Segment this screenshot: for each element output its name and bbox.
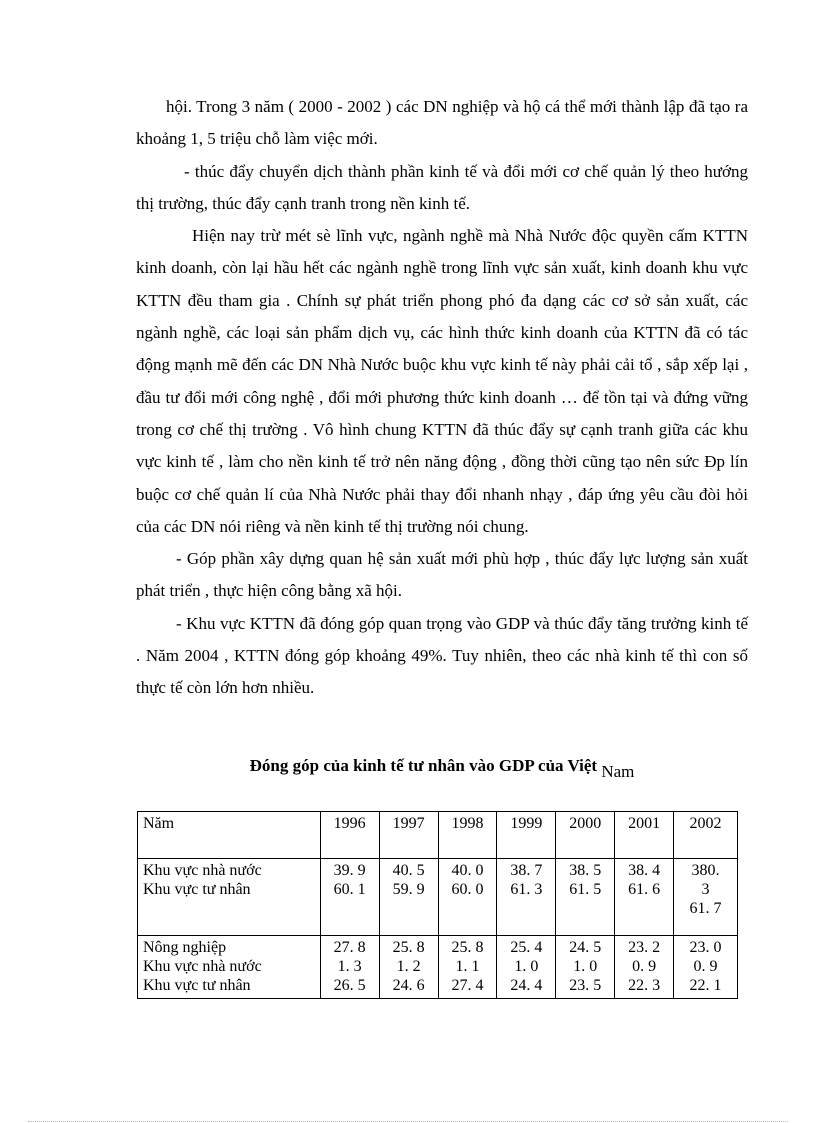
value-cell	[438, 936, 497, 999]
value: 25. 8	[451, 939, 484, 956]
row-label: Khu vực nhà nước	[143, 958, 262, 975]
table-title-text: Đóng góp của kinh tế tư nhân vào GDP của Việt	[249, 756, 598, 775]
row-label: Khu vực nhà nước	[143, 862, 262, 879]
value: 24. 4	[510, 977, 543, 994]
page-bottom-divider	[28, 1121, 788, 1122]
value-cell	[615, 936, 674, 999]
row-labels	[138, 859, 321, 936]
value-cell	[379, 936, 438, 999]
value: 1. 0	[514, 958, 539, 975]
value: 25. 4	[510, 939, 543, 956]
value: 1. 3	[337, 958, 362, 975]
value: 27. 8	[333, 939, 366, 956]
value: 3	[701, 881, 710, 898]
value: 23. 0	[689, 939, 722, 956]
table-title	[136, 756, 748, 781]
value: 61. 3	[510, 881, 543, 898]
value: 22. 1	[689, 977, 722, 994]
paragraph-2: - thúc đẩy chuyển dịch thành phần kinh tế và đổi mới cơ chế quản lý theo hướng thị trường, thúc đẩy cạnh tranh trong nền kinh tế.	[136, 161, 748, 213]
year-cell: 2001	[615, 812, 674, 859]
value: 60. 0	[451, 881, 484, 898]
year-cell: 2000	[556, 812, 615, 859]
value: 1. 2	[396, 958, 421, 975]
value: 61. 7	[689, 900, 722, 917]
table-title-last-word: Nam	[601, 762, 635, 781]
value: 60. 1	[333, 881, 366, 898]
year-cell: 2002	[674, 812, 738, 859]
value-cell	[615, 859, 674, 936]
header-label: Năm	[138, 812, 321, 859]
value: 59. 9	[392, 881, 425, 898]
body-text	[136, 91, 748, 705]
year-cell: 1997	[379, 812, 438, 859]
value: 25. 8	[392, 939, 425, 956]
value-cell	[674, 859, 738, 936]
value: 24. 6	[392, 977, 425, 994]
value-cell	[556, 936, 615, 999]
value-cell	[320, 936, 379, 999]
value: 38. 4	[628, 862, 661, 879]
value: 40. 5	[392, 862, 425, 879]
year-cell: 1996	[320, 812, 379, 859]
value: 22. 3	[628, 977, 661, 994]
value: 380.	[691, 862, 720, 879]
year-cell: 1999	[497, 812, 556, 859]
value: 26. 5	[333, 977, 366, 994]
value: 61. 6	[628, 881, 661, 898]
row-labels	[138, 936, 321, 999]
value: 23. 2	[628, 939, 661, 956]
value-cell	[438, 859, 497, 936]
value: 27. 4	[451, 977, 484, 994]
value: 38. 7	[510, 862, 543, 879]
row-label: Khu vực tư nhân	[143, 977, 251, 994]
value: 61. 5	[569, 881, 602, 898]
table-row-sector-share	[138, 859, 738, 936]
table-row-agriculture	[138, 936, 738, 999]
value-cell	[379, 859, 438, 936]
gdp-table	[137, 811, 738, 999]
value-cell	[497, 859, 556, 936]
value: 1. 1	[455, 958, 480, 975]
paragraph-4: - Góp phần xây dựng quan hệ sản xuất mới phù hợp , thúc đẩy lực lượng sản xuất phát triển , thực hiện công bằng xã hội.	[136, 549, 748, 601]
value: 39. 9	[333, 862, 366, 879]
row-label: Khu vực tư nhân	[143, 881, 251, 898]
value: 0. 9	[693, 958, 718, 975]
value: 24. 5	[569, 939, 602, 956]
paragraph-3: Hiện nay trừ mét sè lĩnh vực, ngành nghề mà Nhà Nước độc quyền cấm KTTN kinh doanh, còn lại hầu hết các ngành nghề trong lĩnh vực sản xuất, kinh doanh khu vực KTTN đều tham gia . Chính sự phát triển phong phó đa dạng các cơ sở sản xuất, các ngành nghề, các loại sản phẩm dịch vụ, các hình thức kinh doanh của KTTN đã có tác động mạnh mẽ đến các DN Nhà Nước buộc khu vực kinh tế này phải cải tổ , sắp xếp lại , đầu tư đổi mới công nghệ , đổi mới phương thức kinh doanh … để tồn tại và đứng vững trong cơ chế thị trường . Vô hình chung KTTN đã thúc đẩy sự cạnh tranh giữa các khu vực kinh tế , làm cho nền kinh tế trở nên năng động , đồng thời cũng tạo nên sức Đp lín buộc cơ chế quản lí của Nhà Nước phải thay đổi nhanh nhạy , đáp ứng yêu cầu đòi hỏi của các DN nói riêng và nền kinh tế thị trường nói chung.	[136, 226, 748, 536]
value-cell	[674, 936, 738, 999]
table-header-row	[138, 812, 738, 859]
value: 0. 9	[632, 958, 657, 975]
value: 40. 0	[451, 862, 484, 879]
paragraph-5: - Khu vực KTTN đã đóng góp quan trọng vào GDP và thúc đẩy tăng trưởng kinh tế . Năm 2004 , KTTN đóng góp khoảng 49%. Tuy nhiên, theo các nhà kinh tế thì con số thực tế còn lớn hơn nhiều.	[136, 613, 748, 698]
value-cell	[556, 859, 615, 936]
row-label: Nông nghiệp	[143, 939, 227, 956]
value-cell	[320, 859, 379, 936]
paragraph-1: hội. Trong 3 năm ( 2000 - 2002 ) các DN nghiệp và hộ cá thể mới thành lập đã tạo ra khoảng 1, 5 triệu chỗ làm việc mới.	[136, 97, 748, 149]
year-cell: 1998	[438, 812, 497, 859]
value: 23. 5	[569, 977, 602, 994]
value-cell	[497, 936, 556, 999]
value: 38. 5	[569, 862, 602, 879]
value: 1. 0	[573, 958, 598, 975]
